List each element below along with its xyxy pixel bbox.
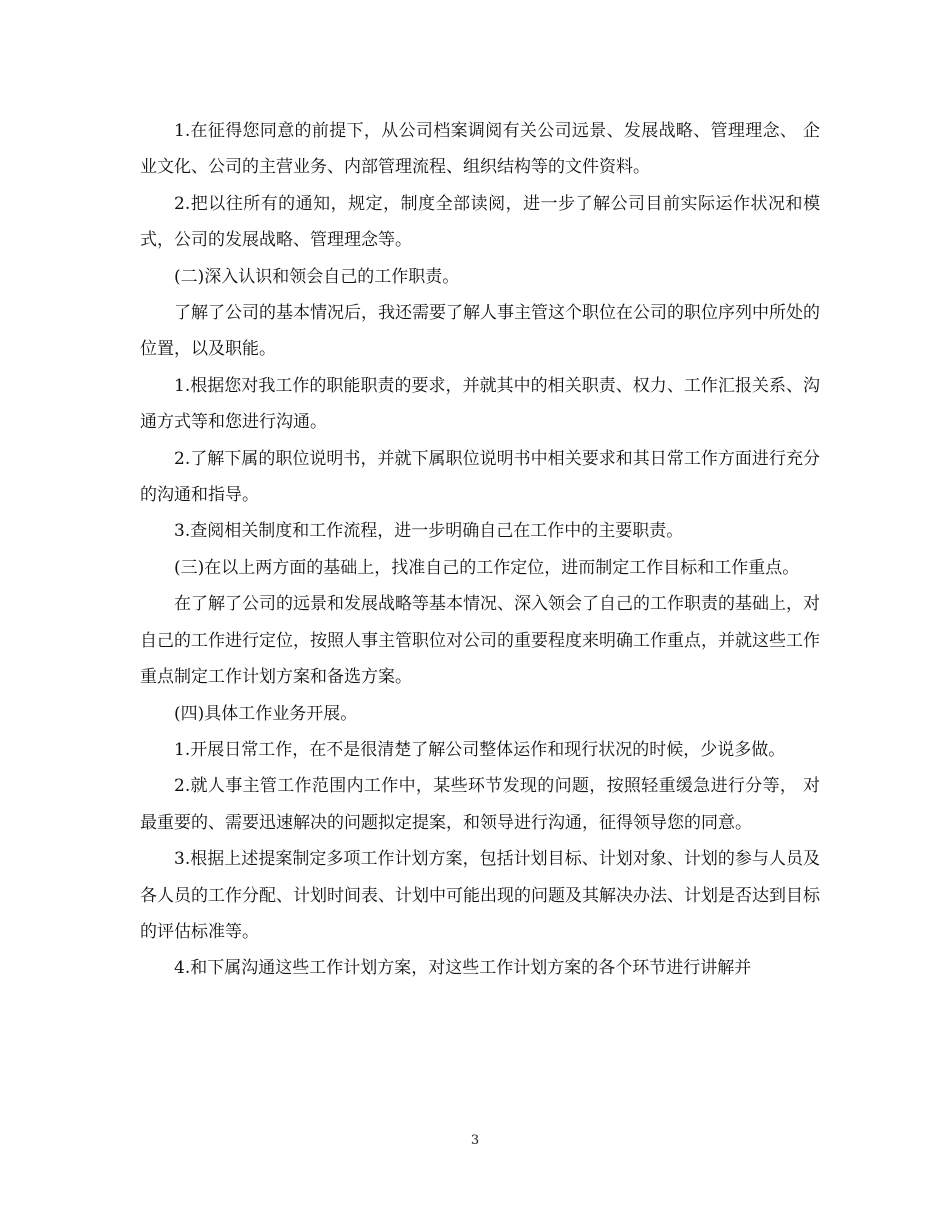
document-body — [140, 113, 820, 987]
paragraph-9: 2.就人事主管工作范围内工作中，某些环节发现的问题，按照轻重缓急进行分等， 对最重要的、需要迅速解决的问题拟定提案，和领导进行沟通，征得领导您的同意。 — [140, 776, 820, 833]
section-heading-4: (四)具体工作业务开展。 — [174, 703, 358, 724]
section-heading-3: (三)在以上两方面的基础上，找准自己的工作定位，进而制定工作目标和工作重点。 — [174, 557, 800, 578]
page-number: 3 — [470, 1133, 480, 1148]
paragraph-2: 2.把以往所有的通知，规定，制度全部读阅，进一步了解公司目前实际运作状况和模式，公司的发展战略、管理理念等。 — [140, 193, 820, 251]
paragraph-1: 1.在征得您同意的前提下，从公司档案调阅有关公司远景、发展战略、管理理念、 企业文化、公司的主营业务、内部管理流程、组织结构等的文件资料。 — [140, 121, 820, 178]
paragraph-10: 3.根据上述提案制定多项工作计划方案，包括计划目标、计划对象、计划的参与人员及各人员的工作分配、计划时间表、计划中可能出现的问题及其解决办法、计划是否达到目标的评估标准等。 — [140, 849, 820, 942]
paragraph-8: 1.开展日常工作，在不是很清楚了解公司整体运作和现行状况的时候，少说多做。 — [174, 739, 786, 760]
paragraph-3: 了解了公司的基本情况后，我还需要了解人事主管这个职位在公司的职位序列中所处的位置，以及职能。 — [140, 303, 820, 360]
paragraph-7: 在了解了公司的远景和发展战略等基本情况、深入领会了自己的工作职责的基础上，对自己的工作进行定位，按照人事主管职位对公司的重要程度来明确工作重点，并就这些工作重点制定工作计划方案和备选方案。 — [140, 594, 820, 688]
paragraph-6: 3.查阅相关制度和工作流程，进一步明确自己在工作中的主要职责。 — [174, 521, 684, 542]
section-heading-2: (二)深入认识和领会自己的工作职责。 — [174, 266, 460, 287]
paragraph-11: 4.和下属沟通这些工作计划方案，对这些工作计划方案的各个环节进行讲解并 — [174, 958, 752, 979]
paragraph-5: 2.了解下属的职位说明书，并就下属职位说明书中相关要求和其日常工作方面进行充分的沟通和指导。 — [140, 448, 820, 506]
paragraph-4: 1.根据您对我工作的职能职责的要求，并就其中的相关职责、权力、工作汇报关系、沟通方式等和您进行沟通。 — [140, 375, 820, 433]
